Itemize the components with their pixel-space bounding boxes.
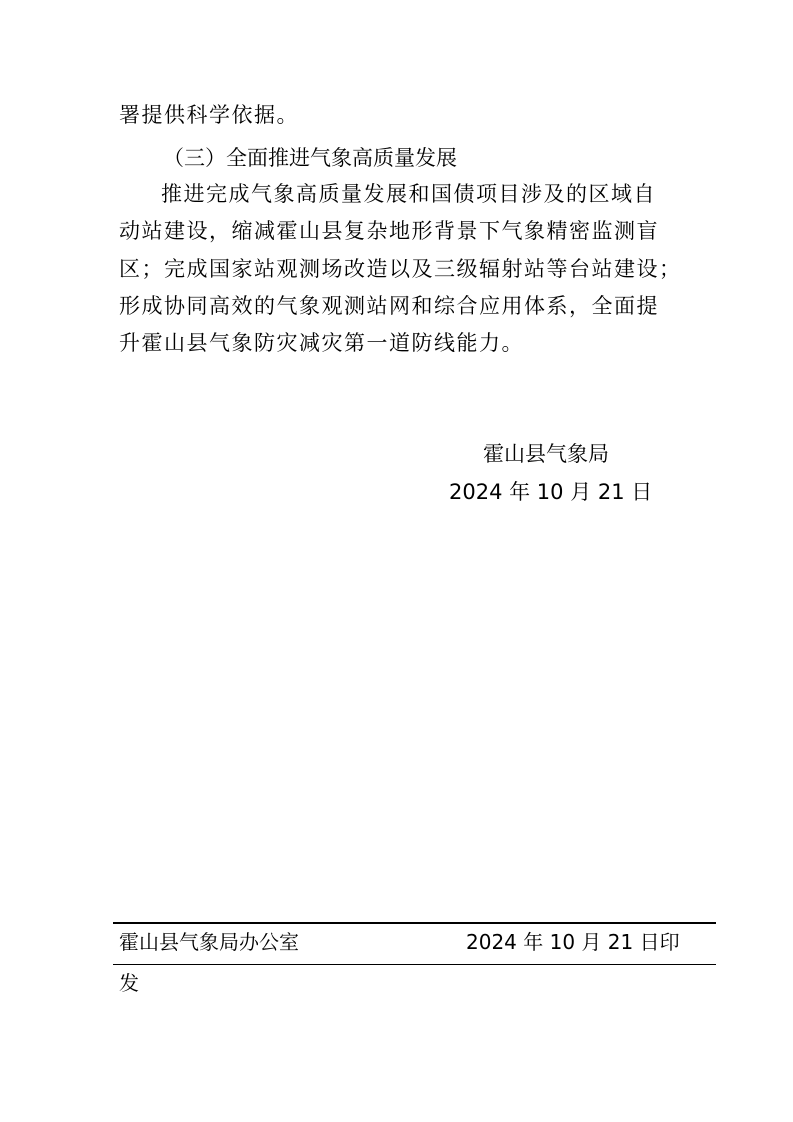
section-heading: （三）全面推进气象高质量发展 <box>163 146 457 170</box>
footer-print-date: 2024 年 10 月 21 日印 <box>466 930 680 954</box>
paragraph-line: 升霍山县气象防灾减灾第一道防线能力。 <box>119 331 524 355</box>
paragraph-line: 区；完成国家站观测场改造以及三级辐射站等台站建设； <box>119 257 682 281</box>
footer-middle-rule <box>113 964 716 965</box>
footer-top-rule <box>113 922 716 924</box>
signature-date: 2024 年 10 月 21 日 <box>449 480 653 504</box>
footer-print-suffix: 发 <box>119 971 139 995</box>
footer-issuer: 霍山县气象局办公室 <box>119 930 299 954</box>
paragraph-line: 动站建设，缩减霍山县复杂地形背景下气象精密监测盲 <box>119 219 659 243</box>
paragraph-line: 推进完成气象高质量发展和国债项目涉及的区域自 <box>161 182 656 206</box>
paragraph-line: 形成协同高效的气象观测站网和综合应用体系，全面提 <box>119 294 659 318</box>
signature-organization: 霍山县气象局 <box>483 442 609 466</box>
body-continuation: 署提供科学依据。 <box>119 103 299 127</box>
